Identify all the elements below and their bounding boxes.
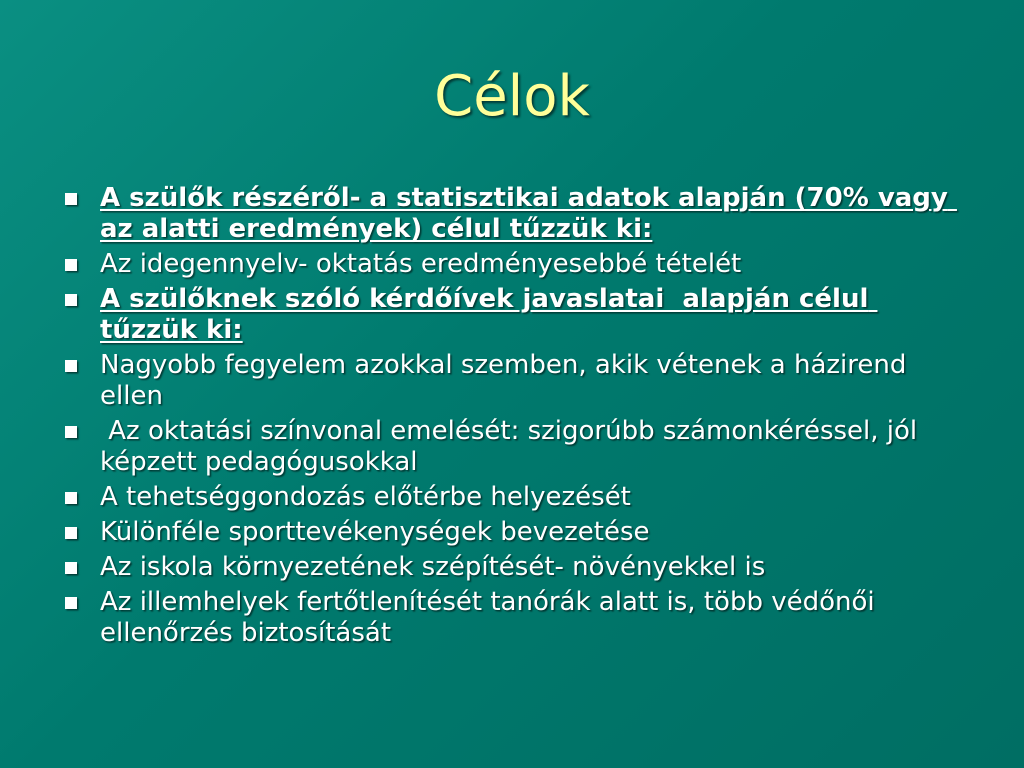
list-item-text: Az illemhelyek fertőtlenítését tanórák alatt is, több védőnői ellenőrzés biztosítását [100,587,883,648]
bullet-list [62,183,962,653]
list-item-text: A szülők részéről- a statisztikai adatok alapján (70% vagy az alatti eredmények) célul tűzzük ki: [100,183,957,244]
list-item [62,416,962,478]
list-item-text: A szülőknek szóló kérdőívek javaslatai alapján célul tűzzük ki: [100,284,878,345]
list-item [62,482,962,513]
list-item [62,284,962,346]
list-item [62,183,962,245]
square-bullet-icon [65,360,77,372]
square-bullet-icon [65,426,77,438]
square-bullet-icon [65,562,77,574]
list-item-text: Különféle sporttevékenységek bevezetése [100,517,650,547]
list-item [62,350,962,412]
square-bullet-icon [65,492,77,504]
list-item-text: Az oktatási színvonal emelését: szigorúbb számonkéréssel, jól képzett pedagógusokkal [100,416,926,477]
slide-title: Célok [434,64,590,129]
square-bullet-icon [65,294,77,306]
square-bullet-icon [65,527,77,539]
list-item [62,552,962,583]
square-bullet-icon [65,597,77,609]
list-item [62,249,962,280]
list-item [62,587,962,649]
list-item-text: Nagyobb fegyelem azokkal szemben, akik vétenek a házirend ellen [100,350,915,411]
list-item-text: A tehetséggondozás előtérbe helyezését [100,482,631,512]
square-bullet-icon [65,259,77,271]
square-bullet-icon [65,193,77,205]
list-item-text: Az idegennyelv- oktatás eredményesebbé tételét [100,249,742,279]
list-item-text: Az iskola környezetének szépítését- növényekkel is [100,552,766,582]
list-item [62,517,962,548]
